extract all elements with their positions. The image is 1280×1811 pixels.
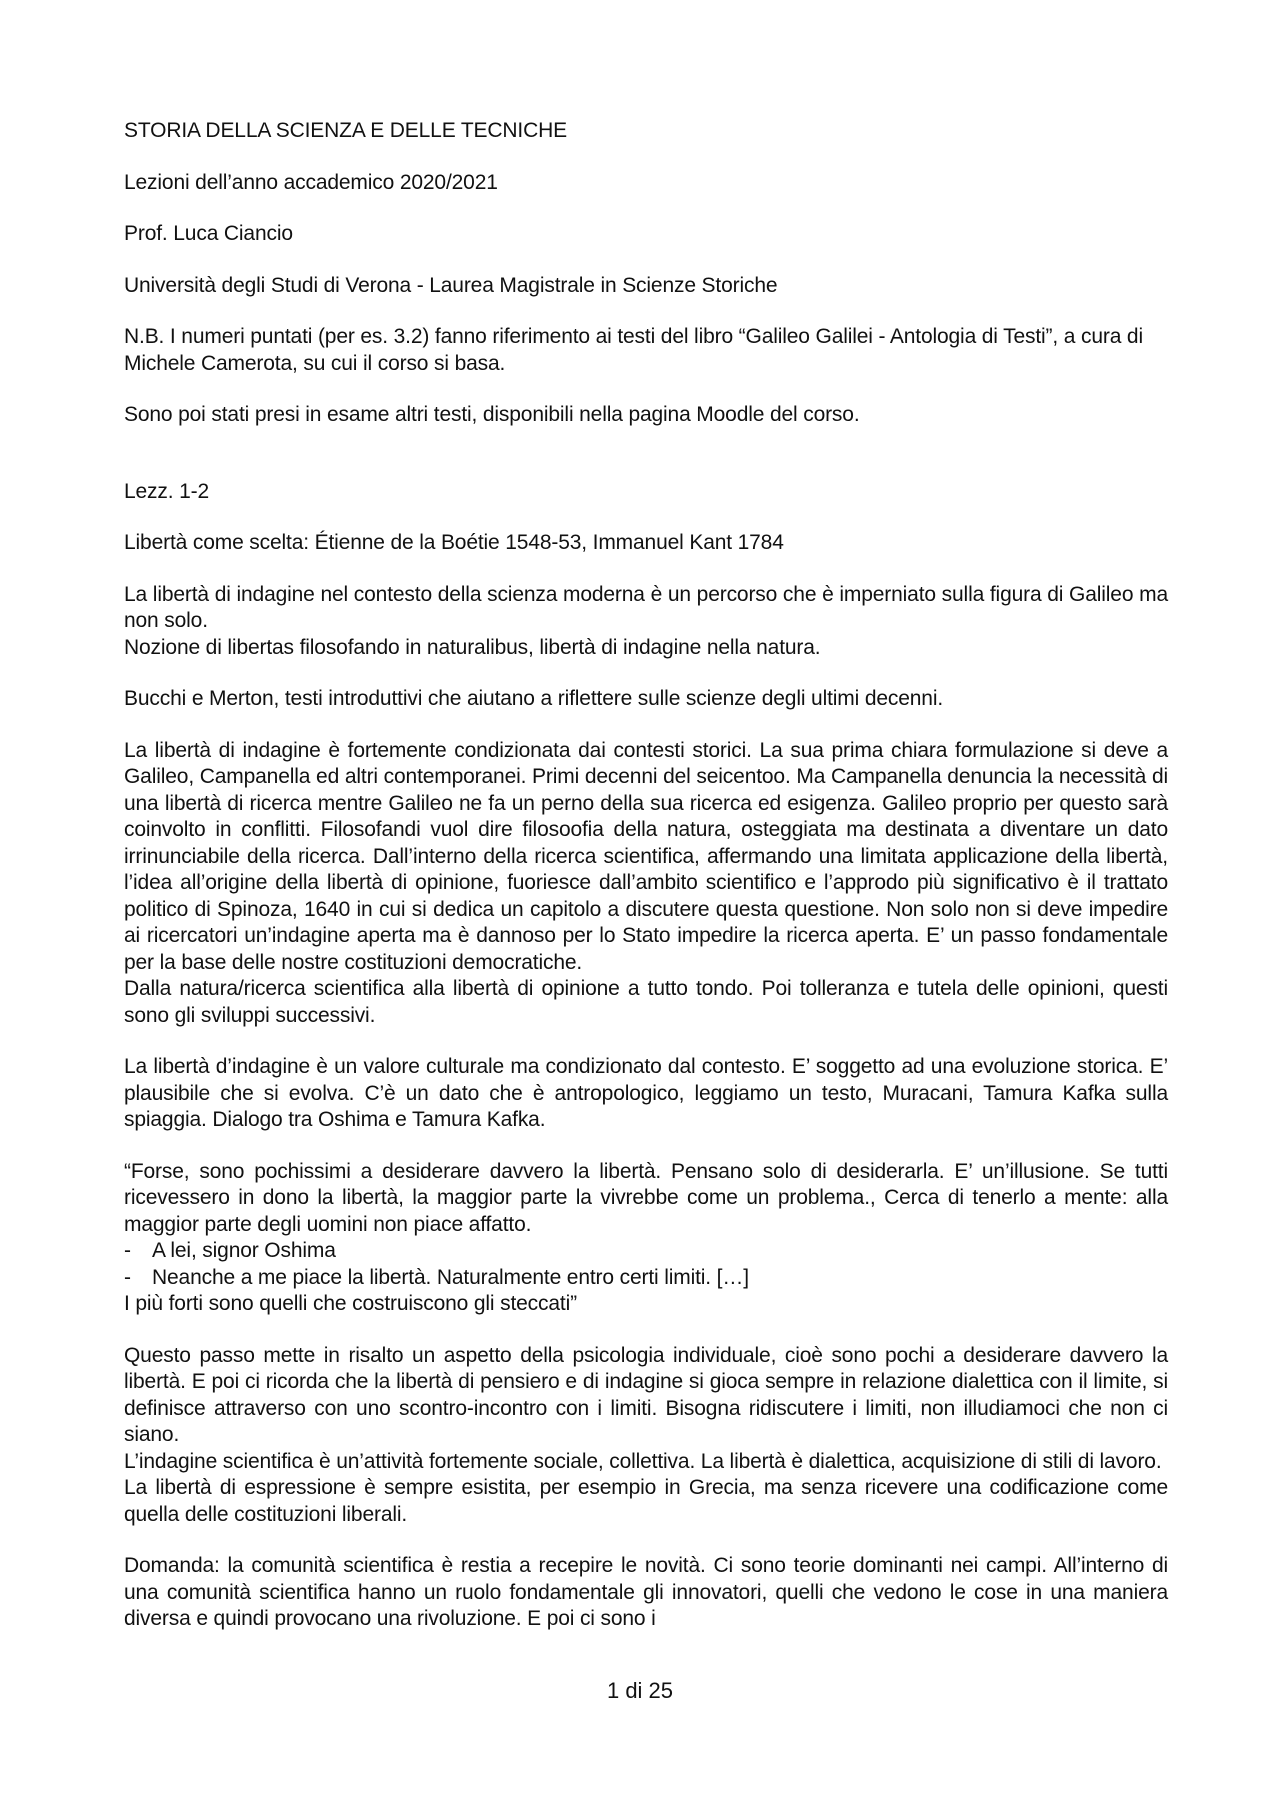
professor-name: Prof. Luca Ciancio [124,222,293,245]
document-page [124,118,1168,1633]
university-line: Università degli Studi di Verona - Laurea Magistrale in Scienze Storiche [124,273,778,297]
paragraph: La libertà di indagine è fortemente condizionata dai contesti storici. La sua prima chiara formulazione si deve a Galileo, Campanella ed altri contemporanei. Primi decenni del seicentoo. Ma Campanella denuncia la necessità di una libertà di ricerca mentre Galileo ne fa un perno della sua ricerca ed esigenza. Galileo proprio per questo sarà coinvolto in conflitti. Filosofandi vuol dire filosoofia della natura, osteggiata ma destinata a diventare un dato irrinunciabile della ricerca. Dall’interno della ricerca scientifica, affermando una limitata applicazione della libertà, l’idea all’origine della libertà di opinione, fuoriesce dall’ambito scientifico e l’approdo più significativo è il trattato politico di Spinoza, 1640 in cui si dedica un capitolo a discutere questa questione. Non solo non si deve impedire ai ricercatori un’indagine aperta ma è dannoso per lo Stato impedire la ricerca aperta. E’ un passo fondamentale per la base delle nostre costituzioni democratiche. [124,738,1168,974]
quote-end: I più forti sono quelli che costruiscono gli steccati” [124,1292,577,1315]
quote-paragraph: “Forse, sono pochissimi a desiderare davvero la libertà. Pensano solo di desiderarla. E’ un’illusione. Se tutti ricevessero in dono la libertà, la maggior parte la vivrebbe come un problema., Cerca di tenerlo a mente: alla maggior parte degli uomini non piace affatto. [124,1159,1168,1236]
lesson-topic: Libertà come scelta: Étienne de la Boétie 1548-53, Immanuel Kant 1784 [124,531,784,554]
lesson-heading: Lezz. 1-2 [124,479,210,503]
paragraph: Domanda: la comunità scientifica è restia a recepire le novità. Ci sono teorie dominanti nei campi. All’interno di una comunità scientifica hanno un ruolo fondamentale gli innovatori, quelli che vedono le cose in una maniera diversa e quindi provocano una rivoluzione. E poi ci sono i [124,1554,1168,1630]
intro-note: N.B. I numeri puntati (per es. 3.2) fanno riferimento ai testi del libro “Galileo Galilei - Antologia di Testi”, a cura di Michele Camerota, su cui il corso si basa. [124,325,1143,375]
intro-other-texts: Sono poi stati presi in esame altri testi, disponibili nella pagina Moodle del corso. [124,403,860,426]
paragraph: Dalla natura/ricerca scientifica alla libertà di opinione a tutto tondo. Poi tolleranza e tutela delle opinioni, questi sono gli sviluppi successivi. [124,977,1168,1027]
paragraph: La libertà di espressione è sempre esistita, per esempio in Grecia, ma senza ricevere una codificazione come quella delle costituzioni liberali. [124,1476,1168,1526]
paragraph: Nozione di libertas filosofando in naturalibus, libertà di indagine nella natura. [124,635,821,659]
paragraph: Bucchi e Merton, testi introduttivi che aiutano a riflettere sulle scienze degli ultimi decenni. [124,687,944,710]
paragraph: Questo passo mette in risalto un aspetto della psicologia individuale, cioè sono pochi a desiderare davvero la libertà. E poi ci ricorda che la libertà di pensiero e di indagine si gioca sempre in relazione dialettica con il limite, si definisce attraverso con uno scontro-incontro con i limiti. Bisogna ridiscutere i limiti, non illudiamoci che non ci siano. [124,1343,1168,1446]
course-title: STORIA DELLA SCIENZA E DELLE TECNICHE [124,119,567,142]
quote-dialogue-line: - A lei, signor Oshima [124,1238,1168,1265]
quote-dialogue-line: - Neanche a me piace la libertà. Naturalmente entro certi limiti. […] [124,1265,1168,1292]
paragraph: L’indagine scientifica è un’attività fortemente sociale, collettiva. La libertà è dialettica, acquisizione di stili di lavoro. [124,1449,1162,1473]
paragraph: La libertà d’indagine è un valore culturale ma condizionato dal contesto. E’ soggetto ad una evoluzione storica. E’ plausibile che si evolva. C’è un dato che è antropologico, leggiamo un testo, Muracani, Tamura Kafka sulla spiaggia. Dialogo tra Oshima e Tamura Kafka. [124,1055,1168,1131]
page-number: 1 di 25 [606,1678,674,1703]
academic-year: Lezioni dell’anno accademico 2020/2021 [124,170,498,194]
paragraph: La libertà di indagine nel contesto della scienza moderna è un percorso che è imperniato sulla figura di Galileo ma non solo. [124,582,1168,632]
